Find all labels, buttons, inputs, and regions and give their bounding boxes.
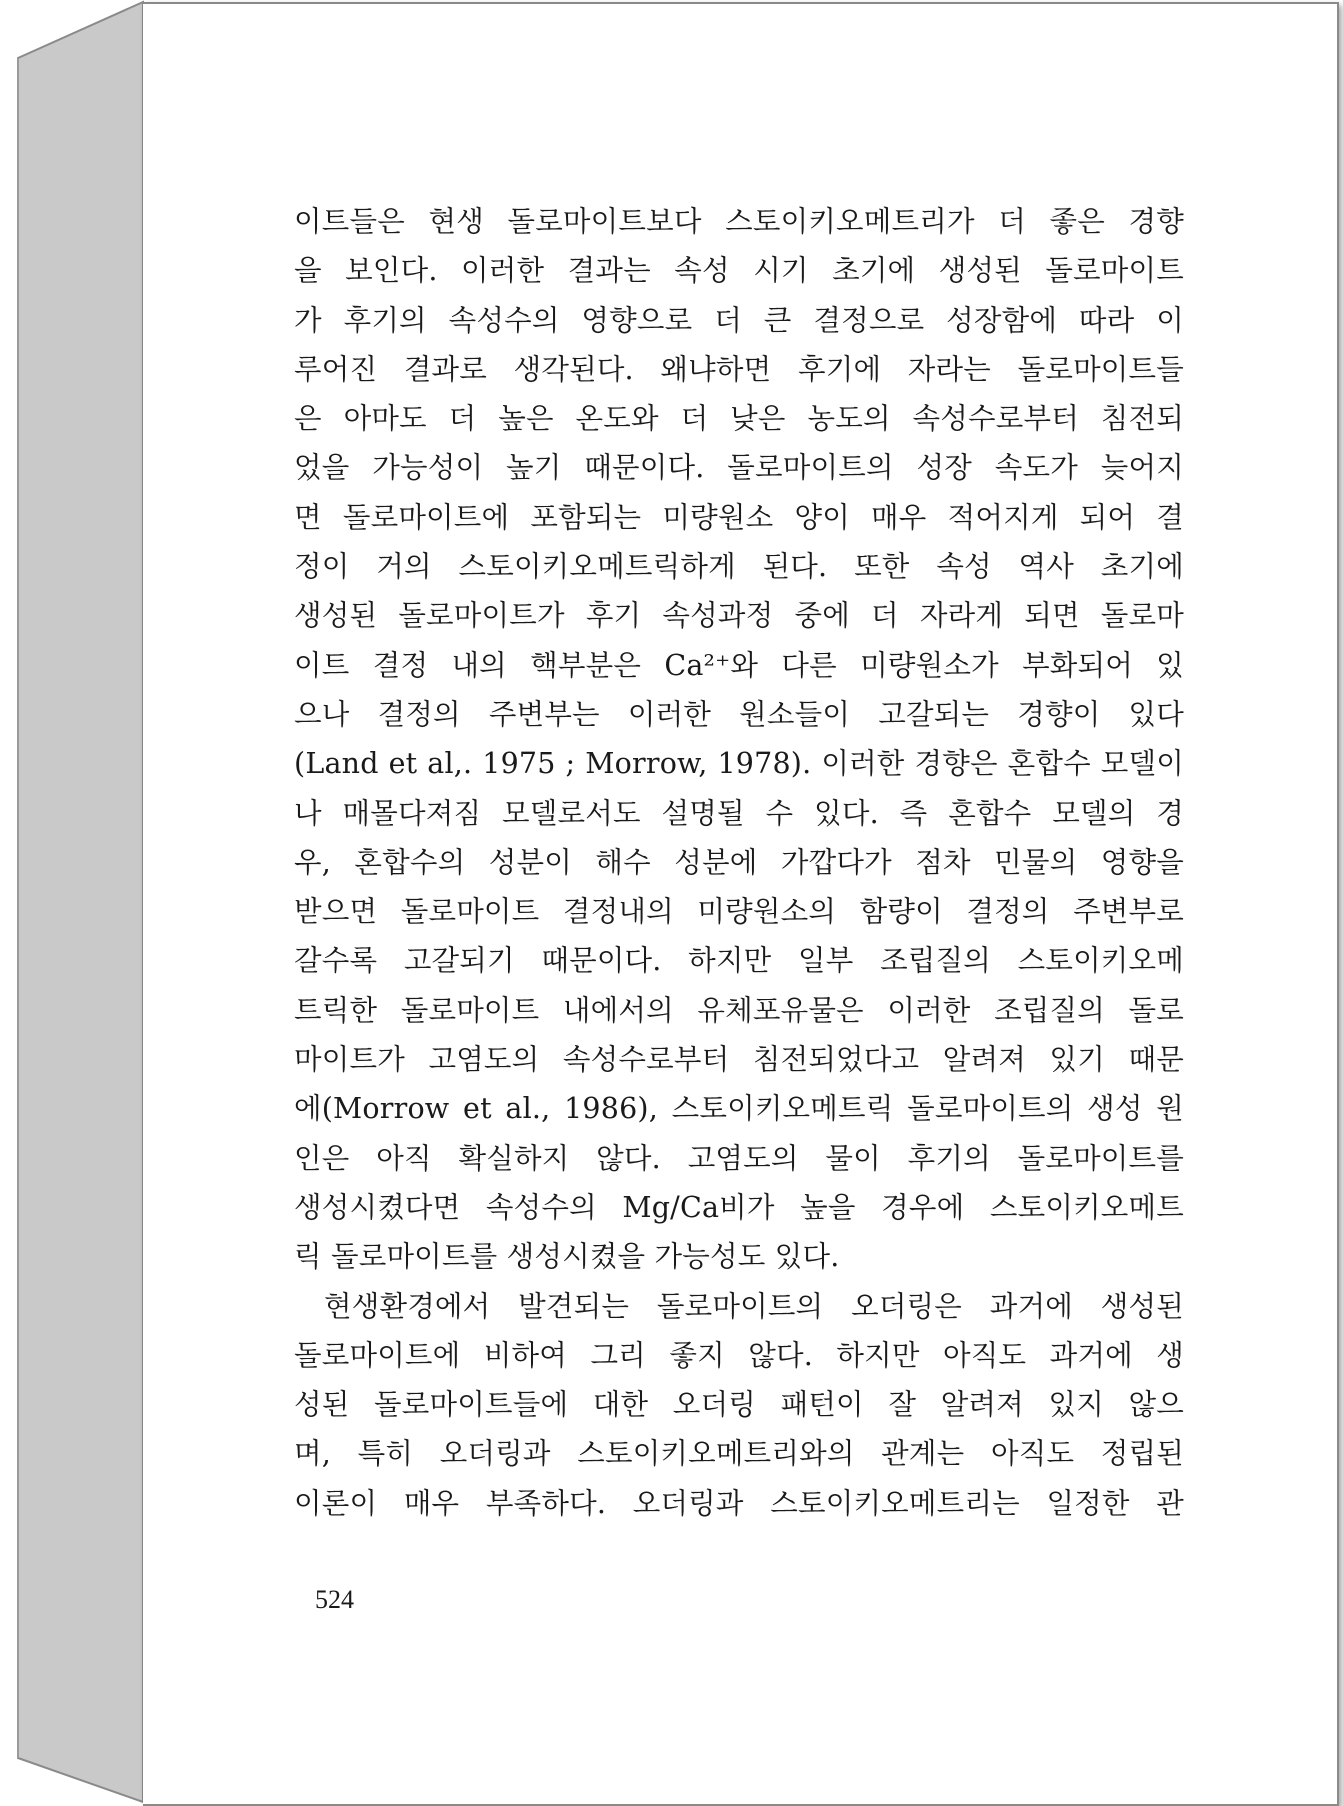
text-line: 을 보인다. 이러한 결과는 속성 시기 초기에 생성된 돌로마이트 — [294, 254, 1184, 288]
text-line: 에(Morrow et al., 1986), 스토이키오메트릭 돌로마이트의 생성 원 — [294, 1092, 1184, 1126]
text-line: 인은 아직 확실하지 않다. 고염도의 물이 후기의 돌로마이트를 — [294, 1141, 1184, 1175]
book-spine-edge — [0, 0, 150, 1806]
text-line: 마이트가 고염도의 속성수로부터 침전되었다고 알려져 있기 때문 — [294, 1043, 1184, 1077]
text-line: 이론이 매우 부족하다. 오더링과 스토이키오메트리는 일정한 관 — [294, 1486, 1184, 1520]
text-line: 면 돌로마이트에 포함되는 미량원소 양이 매우 적어지게 되어 결 — [294, 500, 1184, 534]
text-line: 릭 돌로마이트를 생성시켰을 가능성도 있다. — [294, 1240, 840, 1274]
text-line: 이트들은 현생 돌로마이트보다 스토이키오메트리가 더 좋은 경향 — [294, 205, 1184, 238]
text-line: 현생환경에서 발견되는 돌로마이트의 오더링은 과거에 생성된 — [324, 1289, 1184, 1323]
text-line: 정이 거의 스토이키오메트릭하게 된다. 또한 속성 역사 초기에 — [294, 550, 1184, 584]
text-line: 은 아마도 더 높은 온도와 더 낮은 농도의 속성수로부터 침전되 — [294, 402, 1184, 436]
text-line: 이트 결정 내의 핵부분은 Ca²⁺와 다른 미량원소가 부화되어 있 — [294, 648, 1184, 682]
text-line: 우, 혼합수의 성분이 해수 성분에 가깝다가 점차 민물의 영향을 — [294, 845, 1184, 879]
text-line: 성된 돌로마이트들에 대한 오더링 패턴이 잘 알려져 있지 않으 — [294, 1388, 1184, 1422]
body-text — [294, 197, 1184, 1528]
book-page — [143, 2, 1339, 1806]
text-line: 갈수록 고갈되기 때문이다. 하지만 일부 조립질의 스토이키오메 — [294, 944, 1184, 978]
text-line: 받으면 돌로마이트 결정내의 미량원소의 함량이 결정의 주변부로 — [294, 895, 1184, 929]
page-number: 524 — [315, 1585, 354, 1614]
text-line: 가 후기의 속성수의 영향으로 더 큰 결정으로 성장함에 따라 이 — [294, 303, 1184, 337]
text-line: 루어진 결과로 생각된다. 왜냐하면 후기에 자라는 돌로마이트들 — [294, 352, 1184, 386]
text-line: 며, 특히 오더링과 스토이키오메트리와의 관계는 아직도 정립된 — [294, 1437, 1184, 1471]
text-line: (Land et al,. 1975 ; Morrow, 1978). 이러한 경향은 혼합수 모델이 — [294, 747, 1184, 781]
text-line: 었을 가능성이 높기 때문이다. 돌로마이트의 성장 속도가 늦어지 — [294, 451, 1184, 485]
text-line: 나 매몰다져짐 모델로서도 설명될 수 있다. 즉 혼합수 모델의 경 — [294, 796, 1184, 830]
text-line: 트릭한 돌로마이트 내에서의 유체포유물은 이러한 조립질의 돌로 — [294, 993, 1184, 1027]
text-line: 생성시켰다면 속성수의 Mg/Ca비가 높을 경우에 스토이키오메트 — [294, 1190, 1184, 1224]
text-line: 으나 결정의 주변부는 이러한 원소들이 고갈되는 경향이 있다 — [294, 697, 1184, 731]
text-line: 생성된 돌로마이트가 후기 속성과정 중에 더 자라게 되면 돌로마 — [294, 599, 1184, 633]
text-line: 돌로마이트에 비하여 그리 좋지 않다. 하지만 아직도 과거에 생 — [294, 1338, 1184, 1372]
